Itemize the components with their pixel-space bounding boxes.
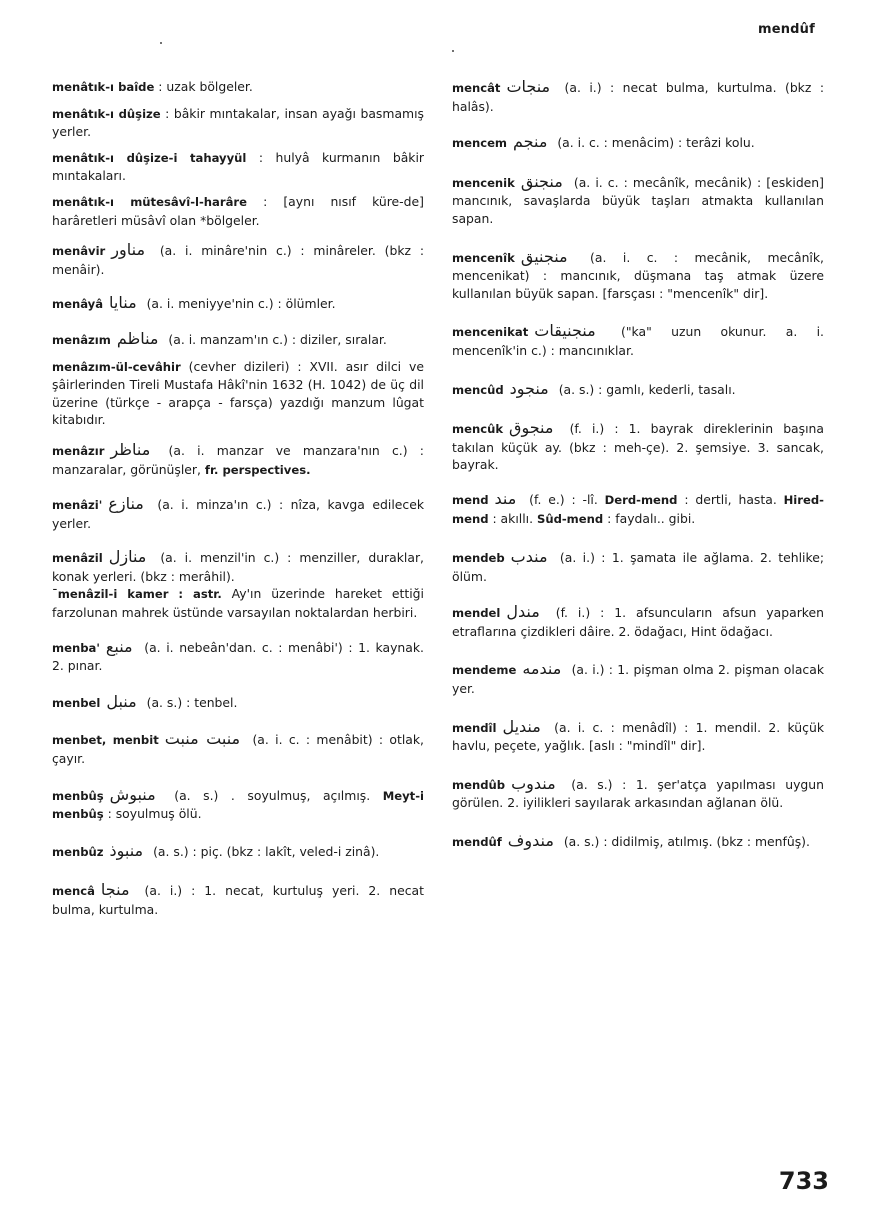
entry-headword: mencenikat bbox=[452, 325, 529, 340]
entry-definition-part: Derd-mend bbox=[604, 492, 678, 507]
entry-arabic-script: منجود bbox=[509, 378, 549, 398]
entry-definition: (f. e.) : -lî. bbox=[522, 491, 605, 507]
dictionary-entry bbox=[52, 495, 424, 532]
entry-definition-part: Hired-mend bbox=[452, 492, 824, 526]
running-header: mendûf bbox=[757, 22, 815, 37]
entry-definition: (cevher dizileri) : XVII. asır dilci ve şâirlerinden Tireli Mustafa Hâkî'nin 1632 (H. 1042) de üç dil üzerine (türkçe - arapça - farsça) yazdığı manzum lûgat kitabıdır. bbox=[52, 358, 424, 428]
entry-definition: (a. s.) : piç. (bkz : lakît, veled-i zinâ). bbox=[149, 843, 380, 859]
dictionary-entry bbox=[452, 173, 824, 228]
entry-headword: menâzi' bbox=[52, 498, 103, 513]
entry-headword: menâtık-ı baîde bbox=[52, 80, 155, 94]
entry-definition: : [aynı nısıf küre-de] harâretleri müsâvî olan *bölgeler. bbox=[52, 193, 424, 228]
entry-definition: (a. i. minâre'nin c.) : minâreler. (bkz : menâir). bbox=[52, 243, 424, 277]
entry-arabic-script: منجنيق bbox=[520, 246, 568, 266]
entry-arabic-script: مناور bbox=[111, 240, 146, 260]
dictionary-entry bbox=[452, 660, 824, 697]
entry-headword: mencûd bbox=[452, 382, 504, 397]
entry-headword: mend bbox=[452, 492, 489, 507]
entry-arabic-script: منبوذ bbox=[109, 840, 144, 860]
entry-arabic-script: منبت منبت bbox=[164, 729, 241, 749]
entry-headword: mencât bbox=[452, 81, 501, 95]
dictionary-entry bbox=[52, 881, 424, 918]
entry-definition: ("ka" uzun okunur. a. i. mencenîk'in c.) : mancınıklar. bbox=[452, 324, 824, 358]
sub-entry-definition: Ay'ın üzerinde hareket ettiği farzolunan mahrek üstünde varsayılan noktalardan herbiri. bbox=[52, 586, 424, 621]
entry-arabic-script: مندوف bbox=[507, 831, 554, 851]
entry-definition: (a. s.) : 1. şer'atça yapılması uygun görülen. 2. iyilikleri sayılarak arkasından ağlanan ölü. bbox=[452, 776, 824, 811]
entry-definition: (a. i. c. : mecânik, mecânîk, mencenikat) : mancınık, düşmana taş atmak üzere kullanılan büyük sapan. [farsçası : "mencenîk" dir]. bbox=[452, 249, 824, 301]
page-number: 733 bbox=[778, 1167, 829, 1195]
dictionary-entry bbox=[52, 294, 424, 314]
entry-arabic-script: مناظر bbox=[110, 439, 151, 459]
dictionary-entry bbox=[452, 248, 824, 303]
entry-definition: : bâkir mıntakalar, insan ayağı basmamış yerler. bbox=[52, 105, 424, 140]
entry-definition-part: : akıllı. bbox=[488, 510, 537, 526]
entry-definition: (a. i.) : 1. pişman olma 2. pişman olacak yer. bbox=[452, 662, 824, 697]
entry-headword: mencem bbox=[452, 136, 508, 151]
entry-definition: (a. i. meniyye'nin c.) : ölümler. bbox=[142, 296, 336, 312]
entry-definition: (a. i.) : 1. şamata ile ağlama. 2. tehlike; ölüm. bbox=[452, 550, 824, 584]
entry-definition: (a. i. c. : menâbit) : otlak, çayır. bbox=[52, 732, 424, 767]
entry-definition-part: Sûd-mend bbox=[536, 511, 604, 526]
dictionary-entry bbox=[52, 638, 424, 675]
entry-definition-part: fr. perspectives. bbox=[204, 462, 311, 477]
dictionary-entry bbox=[52, 330, 424, 350]
entry-definition: (a. s.) : gamlı, kederli, tasalı. bbox=[554, 381, 736, 397]
entry-definition: (a. i. minza'ın c.) : nîza, kavga edilecek yerler. bbox=[52, 497, 424, 531]
entry-definition: (a. i. manzar ve manzara'nın c.) : manzaralar, görünüşler, bbox=[52, 442, 424, 477]
dictionary-entry bbox=[52, 441, 424, 479]
entry-arabic-script: منبل bbox=[106, 691, 137, 711]
dictionary-entry bbox=[52, 786, 424, 824]
entry-definition: (a. s.) : tenbel. bbox=[142, 694, 238, 710]
speck-mark bbox=[452, 50, 454, 52]
entry-definition: (a. s.) : didilmiş, atılmış. (bkz : menfûş). bbox=[559, 834, 810, 850]
dictionary-entry bbox=[52, 730, 424, 767]
dictionary-entry bbox=[452, 78, 824, 115]
entry-definition: (f. i.) : 1. afsuncuların afsun yaparken etraflarına çizdikleri dâire. 2. ödağacı, Hint ödağacı. bbox=[452, 605, 824, 639]
entry-definition: (a. i. menzil'in c.) : menziller, duraklar, konak yerleri. (bkz : merâhil). bbox=[52, 550, 424, 584]
entry-arabic-script: منازل bbox=[108, 547, 147, 567]
entry-headword: menâzım bbox=[52, 332, 111, 347]
entry-headword: mendûf bbox=[452, 835, 502, 850]
entry-headword: menâzım-ül-cevâhir bbox=[52, 359, 181, 374]
entry-arabic-script: منديل bbox=[502, 716, 541, 736]
entry-definition: (a. i. c. : menâdîl) : 1. mendil. 2. küçük havlu, peçete, yağlık. [aslı : "mindîl" dir]. bbox=[452, 719, 824, 754]
entry-headword: mencâ bbox=[52, 884, 95, 899]
entry-arabic-script: مندمه bbox=[522, 659, 562, 679]
entry-definition: (f. i.) : 1. bayrak direklerinin başına takılan küçük ay. (bkz : meh-çe). 2. şemsiye. 3. sancak, bayrak. bbox=[452, 421, 824, 473]
entry-headword: menbel bbox=[52, 695, 101, 710]
entry-definition: : hulyâ kurmanın bâkir mıntakaları. bbox=[52, 149, 424, 184]
entry-headword: mendîl bbox=[452, 720, 497, 735]
sub-entry-headword: ¯menâzil-i kamer : astr. bbox=[52, 587, 222, 602]
entry-definition-part: Meyt-i menbûş bbox=[52, 788, 424, 822]
entry-definition: (a. i.) : 1. necat, kurtuluş yeri. 2. necat bulma, kurtulma. bbox=[52, 883, 424, 917]
entry-arabic-script: منجا bbox=[100, 880, 130, 900]
entry-definition-part: : faydalı.. gibi. bbox=[603, 510, 696, 526]
entry-arabic-script: منجنيقات bbox=[534, 321, 596, 341]
right-column bbox=[452, 78, 824, 852]
entry-arabic-script: منازع bbox=[108, 494, 144, 514]
entry-arabic-script: منجم bbox=[513, 132, 548, 152]
entry-arabic-script: منجنق bbox=[520, 171, 563, 191]
entry-definition: (a. i. manzam'ın c.) : diziler, sıralar. bbox=[164, 331, 387, 347]
entry-headword: menâtık-ı dûşize bbox=[52, 106, 161, 121]
entry-headword: menâzır bbox=[52, 443, 105, 458]
dictionary-entry bbox=[52, 358, 424, 429]
entry-headword: menâtık-ı mütesâvî-l-harâre bbox=[52, 194, 247, 209]
dictionary-entry bbox=[452, 322, 824, 359]
entry-definition: (a. i. nebeân'dan. c. : menâbi') : 1. kaynak. 2. pınar. bbox=[52, 639, 424, 674]
dictionary-entry bbox=[452, 133, 824, 153]
dictionary-entry bbox=[52, 149, 424, 185]
entry-headword: mencûk bbox=[452, 422, 504, 437]
entry-headword: menâvir bbox=[52, 244, 106, 259]
entry-arabic-script: مندب bbox=[510, 547, 548, 567]
dictionary-entry bbox=[52, 548, 424, 621]
dictionary-entry bbox=[452, 490, 824, 528]
entry-arabic-script: منجات bbox=[506, 77, 551, 96]
dictionary-entry bbox=[452, 548, 824, 585]
entry-definition-part: : soyulmuş ölü. bbox=[103, 806, 202, 822]
entry-definition: : uzak bölgeler. bbox=[154, 79, 253, 94]
entry-headword: mendel bbox=[452, 606, 501, 621]
dictionary-entry bbox=[52, 193, 424, 229]
dictionary-entry bbox=[452, 718, 824, 755]
dictionary-entry bbox=[452, 380, 824, 400]
entry-headword: menba' bbox=[52, 640, 100, 655]
entry-arabic-script: منبوش bbox=[109, 784, 156, 804]
dictionary-entry bbox=[52, 105, 424, 141]
entry-headword: menbet, menbit bbox=[52, 733, 159, 748]
entry-headword: mendûb bbox=[452, 777, 506, 792]
entry-headword: mendeme bbox=[452, 663, 517, 678]
speck-mark bbox=[160, 42, 162, 44]
entry-arabic-script: مندوب bbox=[511, 773, 556, 793]
entry-arabic-script: منايا bbox=[109, 293, 137, 313]
entry-definition-part: : dertli, hasta. bbox=[677, 491, 784, 507]
dictionary-entry bbox=[452, 775, 824, 812]
entry-headword: menâzil bbox=[52, 551, 103, 566]
left-column bbox=[52, 78, 424, 919]
entry-definition: (a. i. c. : mecânîk, mecânik) : [eskiden] mancınık, savaşlarda büyük taşları atmakta kullanılan sapan. bbox=[452, 174, 824, 226]
entry-arabic-script: منبع bbox=[105, 636, 133, 656]
dictionary-entry bbox=[52, 78, 424, 97]
entry-arabic-script: مند bbox=[494, 488, 517, 508]
entry-definition: (a. s.) . soyulmuş, açılmış. bbox=[161, 787, 383, 803]
entry-headword: mencenîk bbox=[452, 250, 515, 265]
entry-headword: menâyâ bbox=[52, 297, 104, 312]
dictionary-entry bbox=[452, 603, 824, 640]
entry-headword: menbûş bbox=[52, 788, 104, 803]
entry-headword: menâtık-ı dûşize-i tahayyül bbox=[52, 150, 247, 165]
entry-headword: mendeb bbox=[452, 551, 505, 566]
dictionary-entry bbox=[452, 832, 824, 852]
entry-definition: (a. i. c. : menâcim) : terâzi kolu. bbox=[553, 135, 755, 151]
dictionary-entry bbox=[52, 241, 424, 278]
dictionary-entry bbox=[52, 693, 424, 713]
entry-arabic-script: مناظم bbox=[116, 328, 159, 348]
dictionary-entry bbox=[452, 419, 824, 474]
entry-definition: (a. i.) : necat bulma, kurtulma. (bkz : halâs). bbox=[452, 80, 824, 114]
entry-arabic-script: مندل bbox=[506, 602, 540, 622]
entry-headword: menbûz bbox=[52, 844, 104, 859]
entry-arabic-script: منجوق bbox=[509, 418, 554, 438]
entry-headword: mencenik bbox=[452, 175, 515, 190]
dictionary-entry bbox=[52, 842, 424, 862]
